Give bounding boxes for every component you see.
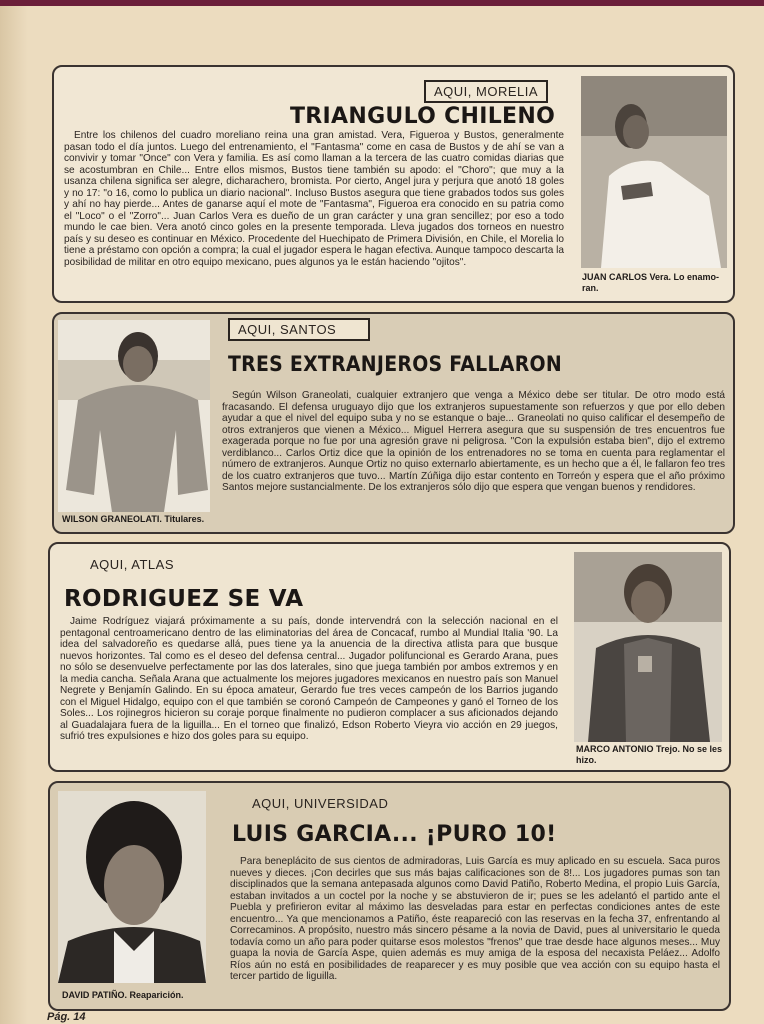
article-body: Entre los chilenos del cuadro moreliano reina una gran amistad. Vera, Figueroa y Bustos, generalmente pasan todo el día juntos. Luego del entrenamiento, el "Fantasma" come en casa de Bustos y de ahí se van a convivir y tomar "Once" con Vera y familia. Es así como llaman a la tercera de las cuatro comidas diarias que se acostumbran en Chile... Entre ellos mismos, Bustos tiene también su apodo: el "Choro"; que muy a la usanza chilena significa ser alegre, dicharachero, bromista. Por cierto, Angel jura y perjura que anotó 18 goles y no 17: "o 16, como lo publica un diario nacional". Incluso Bustos asegura que tiene grabados todos sus goles y ahí no hay pierde... Antes de ganarse aquí el mote de "Fantasma", Figueroa era conocido en su patria como el "Loco" o el "Zorro"... Juan Carlos Vera es dueño de un gran carácter y una gran sencillez; por eso a todo mundo le cae bien. Vera anotó cinco goles en la presente temporada. Lleva jugados dos torneos en nuestro país y su deseo es continuar en México. Procedente del Huechipato de Primera División, en Chile, el Morelia lo tiene a préstamo con opción a compra; la cual el jugador espera le hagan efectiva. Aunque tampoco descarta la posibilidad de militar en otro equipo mexicano, pues algunos ya le están haciendo "ojitos". [64, 130, 564, 268]
player-photo-patino [58, 791, 206, 983]
headline: RODRIGUEZ SE VA [64, 586, 304, 612]
player-photo-graneolati [58, 320, 210, 512]
headline: TRES EXTRANJEROS FALLARON [228, 352, 562, 376]
photo-caption: DAVID PATIÑO. Reaparición. [62, 990, 184, 1000]
section-tag: AQUI, SANTOS [228, 318, 370, 341]
page-fold-shadow [0, 0, 28, 1024]
page-number: Pág. 14 [47, 1011, 86, 1023]
section-tag: AQUI, ATLAS [90, 557, 175, 572]
photo-caption: WILSON GRANEOLATI. Titulares. [62, 514, 205, 524]
article-body: Jaime Rodríguez viajará próximamente a su país, donde intervendrá con la selección nacional en el pentagonal centroamericano dentro de las eliminatorias del área de Concacaf, rumbo al Mundial Italia '90. La idea del salvadoreño es quedarse allá, pues tiene ya la anuencia de la directiva atlista para que busque nuevos horizontes. Tal como es el deseo del defensa central... Jugador polifuncional es Gerardo Arana, pues no sólo se desenvuelve perfectamente por las dos laterales, sino que juega también por ambos extremos y en la media cancha. Señala Arana que actualmente los mejores jugadores mexicanos en nuestro país son Manuel Negrete y Benjamín Galindo. En su época amateur, Gerardo fue tres veces campeón de los Barrios jugando con el Miguel Hidalgo, equipo con el que también se coronó Campeón de Campeones y ganó el Torneo de los Soles... Los rojinegros hicieron su coraje porque finalmente no pudieron complacer a sus aficionados dejando al Guadalajara fuera de la liguilla... En el torneo que finalizó, Edson Roberto Vieyra vio acción en 29 juegos, sufrió tres expulsiones e hizo dos goles para su equipo. [60, 616, 558, 742]
section-tag: AQUI, UNIVERSIDAD [252, 796, 389, 811]
headline: LUIS GARCIA... ¡PURO 10! [232, 822, 557, 847]
photo-caption: MARCO ANTONIO Trejo. No se les hizo. [576, 744, 723, 765]
player-photo-vera [581, 76, 727, 268]
article-body: Según Wilson Graneolati, cualquier extranjero que venga a México debe ser titular. De otro modo está fracasando. El defensa uruguayo dijo que los extranjeros supuestamente son refuerzos y que por ello deben ayudar a que el nivel del equipo suba y no se estanque o baje... Graneolati no quiso calificar el desempeño de otros extranjeros que vienen a México... Miguel Herrera asegura que su suspensión de tres encuentros fue exagerada porque no fue por una agresión grave ni peligrosa. "Con la expulsión estaba bien", dijo el extremo verdiblanco... Carlos Ortiz dice que la opinión de los entrenadores no se toma en cuenta para reglamentar el número de extranjeros. Aunque Ortiz no quiso externarlo abiertamente, es un hecho que a él, le fallaron feo tres de los cuatro extranjeros que tuvo... Martín Zúñiga dijo estar contento en Torreón y espera que el año próximo Santos mejore sustancialmente. De los extranjeros sólo dijo que espera que vengan buenos y rendidores. [222, 390, 725, 493]
photo-caption: JUAN CARLOS Vera. Lo enamo-ran. [582, 272, 720, 293]
section-tag: AQUI, MORELIA [424, 80, 548, 103]
top-color-band [0, 0, 764, 6]
article-body: Para beneplácito de sus cientos de admiradoras, Luis García es muy aplicado en su escuela. Saca puros nueves y dieces. ¡Con decirles que sus más bajas calificaciones son de 8!... Los jugadores pumas son tan disciplinados que la semana antepasada algunos como David Patiño, Roberto Medina, el propio Luis García, estaban invitados a un coctel por la noche y se abstuvieron de ir; pues se les adelantó el partido ante el Puebla y prefirieron evitar al máximo las desveladas para estar en perfectas condiciones antes de este encuentro... Ya que mencionamos a Patiño, éste reapareció con las reservas en la fecha 37, enfrentando al Correcaminos. A propósito, nuestro más sincero pésame a la novia de David, pues al universitario le queda todavía como un año para poder quitarse esos molestos "frenos" que trae desde hace algunos meses... Muy guapa la novia de García Aspe, quien además es muy amiga de la esposa del necaxista Peláez... Adolfo Ríos aún no está en posibilidades de reaparecer y es muy posible que vea acción con su equipo hasta el tercer partido de liguilla. [230, 856, 720, 982]
player-photo-trejo [574, 552, 722, 742]
headline: TRIANGULO CHILENO [290, 104, 556, 129]
